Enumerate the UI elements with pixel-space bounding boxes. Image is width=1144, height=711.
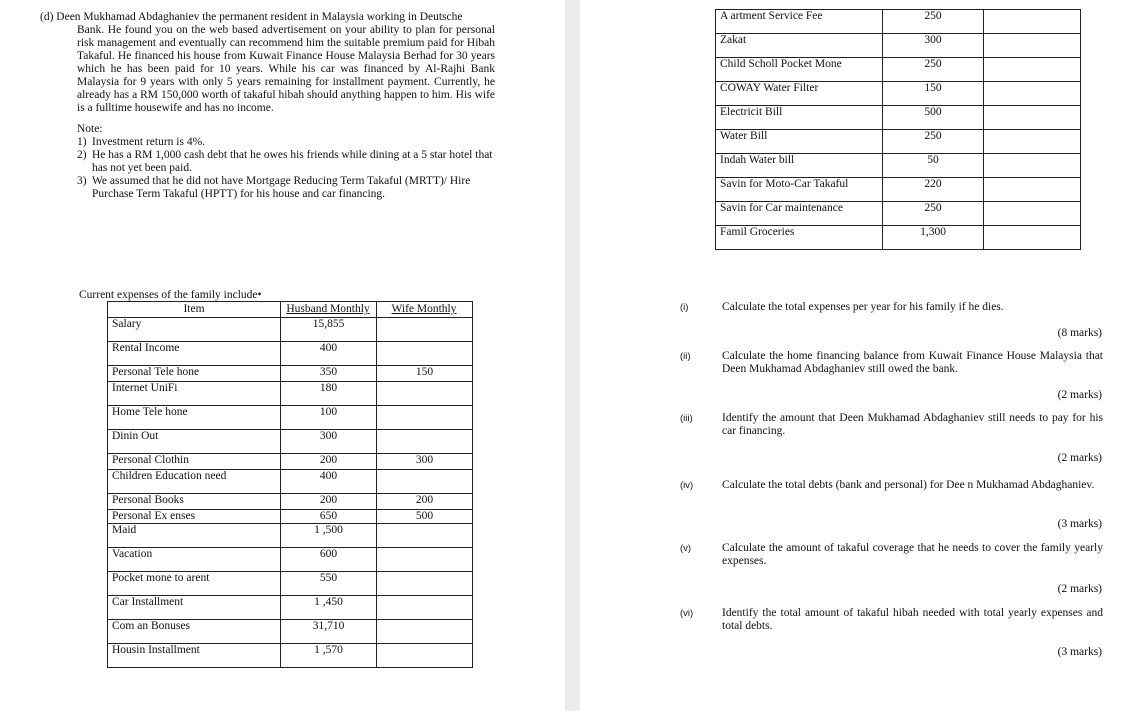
cell-amount: 300 — [883, 34, 984, 58]
cell-amount: 150 — [883, 82, 984, 106]
cell-wife: 300 — [377, 454, 473, 470]
cell-husband: 15,855 — [281, 318, 377, 342]
note-num: 1) — [77, 136, 87, 148]
cell-item: Home Tele hone — [108, 406, 281, 430]
cell-empty — [984, 226, 1081, 250]
cell-husband: 300 — [281, 430, 377, 454]
question-number: (iii) — [680, 413, 693, 424]
table-row — [716, 130, 1081, 154]
cell-empty — [984, 106, 1081, 130]
note-num: 3) — [77, 175, 87, 187]
table-row — [108, 620, 473, 644]
table-row — [716, 34, 1081, 58]
table-row — [108, 382, 473, 406]
cell-empty — [984, 130, 1081, 154]
header-husband: Husband Monthly — [281, 302, 377, 318]
cell-husband: 550 — [281, 572, 377, 596]
question-text: Calculate the home financing balance from Kuwait Finance House Malaysia that Deen Mukhamad Abdaghaniev still owed the bank. — [722, 350, 1103, 375]
table-row — [108, 342, 473, 366]
note-num: 2) — [77, 149, 87, 161]
cell-husband: 200 — [281, 494, 377, 510]
cell-item: Personal Books — [108, 494, 281, 510]
cell-wife — [377, 318, 473, 342]
cell-empty — [984, 10, 1081, 34]
cell-item: COWAY Water Filter — [716, 82, 883, 106]
cell-item: Maid — [108, 524, 281, 548]
cell-wife: 200 — [377, 494, 473, 510]
table-row — [716, 82, 1081, 106]
cell-amount: 1,300 — [883, 226, 984, 250]
note-text: Investment return is 4%. — [92, 136, 206, 148]
question-text: Calculate the amount of takaful coverage that he needs to cover the family yearly expenses. — [722, 542, 1103, 567]
cell-item: Car Installment — [108, 596, 281, 620]
question-item — [680, 479, 1103, 492]
cell-husband: 31,710 — [281, 620, 377, 644]
header-wife-text: Wife Monthly — [391, 303, 457, 315]
page-left — [0, 0, 565, 711]
cell-husband: 600 — [281, 548, 377, 572]
cell-wife — [377, 620, 473, 644]
cell-husband: 200 — [281, 454, 377, 470]
table-row — [108, 494, 473, 510]
cell-wife — [377, 596, 473, 620]
cell-wife — [377, 342, 473, 366]
cell-item: Personal Clothin — [108, 454, 281, 470]
question-item — [680, 607, 1103, 633]
table-row — [716, 178, 1081, 202]
question-text: Calculate the total debts (bank and personal) for Dee n Mukhamad Abdaghaniev. — [722, 479, 1095, 491]
cell-item: Electricit Bill — [716, 106, 883, 130]
cell-amount: 250 — [883, 10, 984, 34]
cell-wife — [377, 406, 473, 430]
cell-item: Personal Ex enses — [108, 510, 281, 524]
cell-empty — [984, 82, 1081, 106]
question-marks: (2 marks) — [1057, 583, 1102, 595]
cell-empty — [984, 154, 1081, 178]
table-row — [716, 154, 1081, 178]
cell-amount: 250 — [883, 202, 984, 226]
question-text: Identify the total amount of takaful hibah needed with total yearly expenses and total debts. — [722, 607, 1103, 632]
table-row — [108, 644, 473, 668]
question-number: (i) — [680, 302, 689, 313]
question-marks: (3 marks) — [1057, 646, 1102, 658]
note-item — [77, 149, 497, 175]
note-title: Note: — [77, 123, 103, 135]
table-row — [108, 318, 473, 342]
cell-wife — [377, 430, 473, 454]
cell-wife — [377, 572, 473, 596]
cell-husband: 1 ,500 — [281, 524, 377, 548]
question-marks: (2 marks) — [1057, 389, 1102, 401]
cell-item: Housin Installment — [108, 644, 281, 668]
table-row — [108, 430, 473, 454]
table-row — [108, 524, 473, 548]
question-number: (iv) — [680, 480, 694, 491]
table-header-row — [108, 302, 473, 318]
cell-amount: 50 — [883, 154, 984, 178]
cell-item: Vacation — [108, 548, 281, 572]
cell-amount: 250 — [883, 58, 984, 82]
cell-wife — [377, 470, 473, 494]
cell-amount: 500 — [883, 106, 984, 130]
cell-empty — [984, 58, 1081, 82]
question-text: Calculate the total expenses per year for his family if he dies. — [722, 301, 1004, 313]
cell-empty — [984, 34, 1081, 58]
note-item — [77, 136, 497, 149]
cell-item: Children Education need — [108, 470, 281, 494]
cell-item: Salary — [108, 318, 281, 342]
table-row — [108, 548, 473, 572]
cell-husband: 100 — [281, 406, 377, 430]
cell-wife: 500 — [377, 510, 473, 524]
cell-empty — [984, 178, 1081, 202]
question-marks: (8 marks) — [1057, 327, 1102, 339]
cell-item: Zakat — [716, 34, 883, 58]
question-marks: (3 marks) — [1057, 518, 1102, 530]
intro-line-1: (d) Deen Mukhamad Abdaghaniev the permanent resident in Malaysia working in Deutsche — [40, 11, 463, 23]
note-block — [77, 123, 497, 201]
case-intro — [40, 11, 495, 115]
cell-wife — [377, 644, 473, 668]
question-number: (v) — [680, 543, 692, 554]
question-number: (vi) — [680, 608, 694, 619]
cell-husband: 1 ,450 — [281, 596, 377, 620]
question-marks: (2 marks) — [1057, 452, 1102, 464]
table-row — [108, 454, 473, 470]
cell-amount: 250 — [883, 130, 984, 154]
additional-expenses-table — [715, 9, 1081, 250]
header-wife — [377, 302, 473, 318]
cell-item: Savin for Moto-Car Takaful — [716, 178, 883, 202]
cell-wife — [377, 524, 473, 548]
table-row — [108, 596, 473, 620]
note-text: He has a RM 1,000 cash debt that he owes his friends while dining at a 5 star hotel that has not yet been paid. — [92, 149, 493, 174]
cell-item: Pocket mone to arent — [108, 572, 281, 596]
cell-husband: 400 — [281, 470, 377, 494]
table-row — [716, 58, 1081, 82]
table-row — [716, 10, 1081, 34]
cell-husband: 180 — [281, 382, 377, 406]
expenses-table — [107, 301, 473, 668]
additional-expenses-body — [716, 10, 1081, 250]
question-number: (ii) — [680, 351, 691, 362]
cell-wife — [377, 548, 473, 572]
cell-item: Dinin Out — [108, 430, 281, 454]
table-row — [108, 510, 473, 524]
question-item — [680, 542, 1103, 568]
cell-husband: 350 — [281, 366, 377, 382]
cell-item: Internet UniFi — [108, 382, 281, 406]
cell-amount: 220 — [883, 178, 984, 202]
cell-item: Com an Bonuses — [108, 620, 281, 644]
table-row — [108, 470, 473, 494]
cell-item: A artment Service Fee — [716, 10, 883, 34]
table-row — [108, 572, 473, 596]
cell-item: Famil Groceries — [716, 226, 883, 250]
cell-item: Water Bill — [716, 130, 883, 154]
intro-body: Bank. He found you on the web based advertisement on your ability to plan for personal risk management and eventually can recommend him the suitable premium paid for Hibah Takaful. He financed his house from Kuwait Finance House Malaysia Berhad for 30 years which he has been paid for 10 years. While his car was financed by Al-Rajhi Bank Malaysia for 9 years with only 5 years remaining for installment payment. Currently, he already has a RM 150,000 worth of takaful hibah should anything happen to him. His wife is a fulltime housewife and has no income. — [77, 24, 495, 114]
note-text: We assumed that he did not have Mortgage Reducing Term Takaful (MRTT)/ Hire Purchase Term Takaful (HPTT) for his house and car financing. — [92, 175, 471, 200]
table-row — [716, 106, 1081, 130]
question-item — [680, 301, 1103, 314]
note-item — [77, 175, 497, 201]
expenses-table-body — [108, 318, 473, 668]
header-item: Item — [108, 302, 281, 318]
question-item — [680, 350, 1103, 376]
cell-husband: 1 ,570 — [281, 644, 377, 668]
cell-husband: 400 — [281, 342, 377, 366]
cell-item: Personal Tele hone — [108, 366, 281, 382]
cell-item: Indah Water bill — [716, 154, 883, 178]
cell-item: Savin for Car maintenance — [716, 202, 883, 226]
table-row — [716, 202, 1081, 226]
table-row — [716, 226, 1081, 250]
expenses-label: Current expenses of the family include• — [79, 289, 262, 301]
table-row — [108, 366, 473, 382]
cell-item: Rental Income — [108, 342, 281, 366]
table-row — [108, 406, 473, 430]
question-text: Identify the amount that Deen Mukhamad Abdaghaniev still needs to pay for his car financing. — [722, 412, 1103, 437]
cell-husband: 650 — [281, 510, 377, 524]
cell-wife: 150 — [377, 366, 473, 382]
cell-wife — [377, 382, 473, 406]
question-item — [680, 412, 1103, 438]
cell-empty — [984, 202, 1081, 226]
cell-item: Child Scholl Pocket Mone — [716, 58, 883, 82]
